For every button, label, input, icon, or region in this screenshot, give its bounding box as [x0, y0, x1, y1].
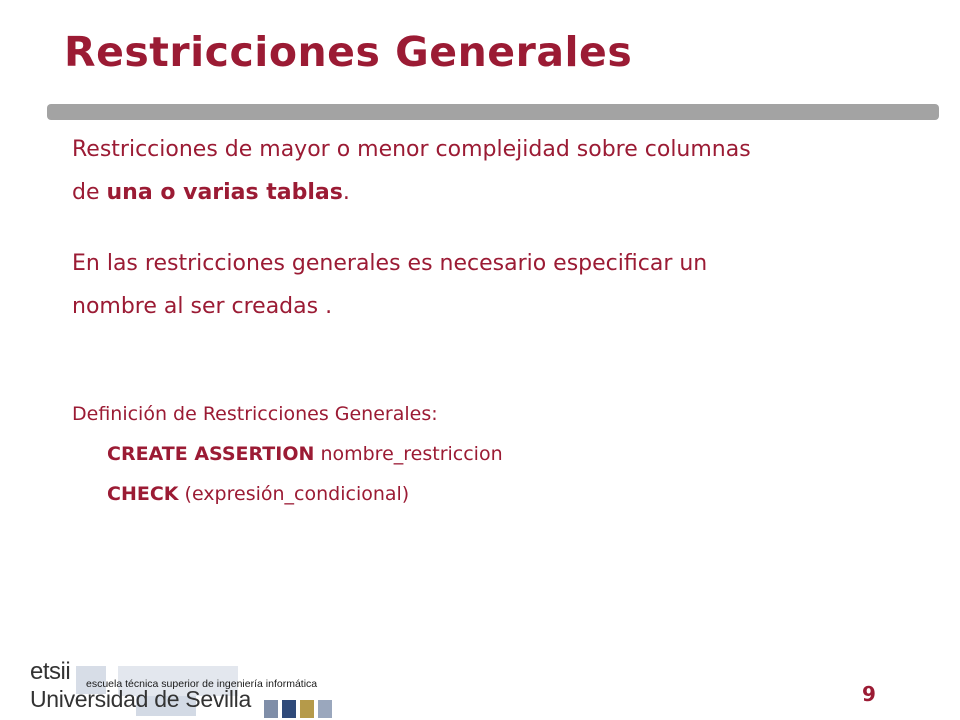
paragraph-1-line-2-suffix: . — [342, 180, 350, 205]
logo-university: Universidad de Sevilla — [30, 686, 251, 712]
paragraph-1-emphasis: una o varias tablas — [106, 180, 343, 205]
page-number: 9 — [862, 682, 876, 706]
paragraph-2-line-2: nombre al ser creadas . — [72, 294, 333, 319]
etsii-logo — [30, 660, 360, 718]
create-assertion-keyword: CREATE ASSERTION — [107, 443, 315, 465]
check-keyword: CHECK — [107, 483, 179, 505]
paragraph-2-line-1: En las restricciones generales es necesario especificar un — [72, 251, 708, 276]
logo-subtitle: escuela técnica superior de ingeniería informática — [86, 678, 318, 690]
definition-block — [72, 394, 503, 514]
check-expression: (expresión_condicional) — [178, 483, 410, 505]
paragraph-2 — [72, 242, 932, 328]
assertion-name: nombre_restriccion — [314, 443, 503, 465]
paragraph-1 — [72, 128, 932, 214]
slide-title: Restricciones Generales — [64, 28, 633, 76]
definition-line-check — [72, 474, 503, 514]
paragraph-1-line-1: Restricciones de mayor o menor complejidad sobre columnas — [72, 137, 751, 162]
paragraph-1-line-2-prefix: de — [72, 180, 107, 205]
logo-etsii-text: etsii — [30, 658, 71, 685]
title-divider-bar — [47, 104, 939, 120]
definition-line-create — [72, 434, 503, 474]
definition-heading: Definición de Restricciones Generales: — [72, 403, 438, 425]
